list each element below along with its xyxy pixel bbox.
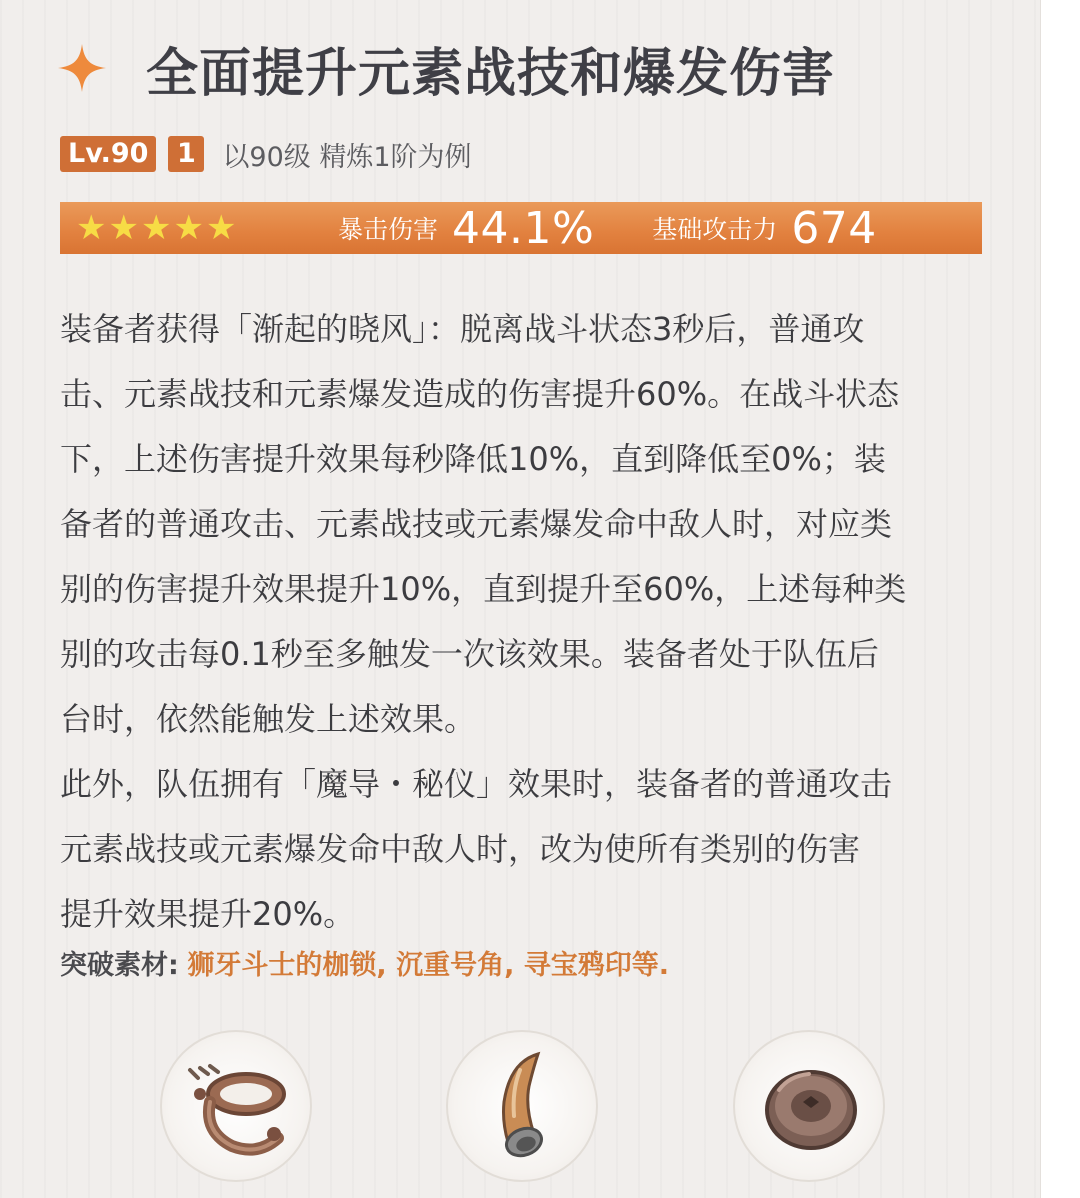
- description-line: 下，上述伤害提升效果每秒降低10%，直到降低至0%；装: [60, 440, 886, 478]
- star-icon: ★: [173, 208, 204, 248]
- level-badge: Lv.90: [60, 136, 156, 172]
- stat-bar: [60, 202, 982, 254]
- description-line: 别的伤害提升效果提升10%，直到提升至60%，上述每种类: [60, 570, 907, 608]
- star-icon: ★: [76, 208, 107, 248]
- description-line: 装备者获得「渐起的晓风」：脱离战斗状态3秒后，普通攻: [60, 310, 865, 348]
- description-line: 台时，依然能触发上述效果。: [60, 700, 477, 738]
- material-item-shackle[interactable]: [160, 1030, 312, 1182]
- description-line: 提升效果提升20%。: [60, 895, 356, 933]
- horn-item-icon: [446, 1030, 598, 1182]
- material-item-horn[interactable]: [446, 1030, 598, 1182]
- sparkle-icon: [56, 42, 108, 94]
- description-line: 此外，队伍拥有「魔导・秘仪」效果时，装备者的普通攻击: [60, 765, 893, 803]
- shackle-item-icon: [160, 1030, 312, 1182]
- meta-row: [60, 134, 472, 174]
- level-note: 以90级 精炼1阶为例: [222, 141, 472, 173]
- star-icon: ★: [205, 208, 237, 248]
- base-atk-value: 674: [791, 202, 877, 254]
- material-item-seal[interactable]: [733, 1030, 885, 1182]
- title-row: [56, 28, 835, 108]
- refinement-badge: 1: [168, 136, 204, 172]
- materials-label: 突破素材:: [60, 950, 179, 981]
- description-line: 击、元素战技和元素爆发造成的伤害提升60%。在战斗状态: [60, 375, 900, 413]
- description-line: 元素战技或元素爆发命中敌人时，改为使所有类别的伤害: [60, 830, 861, 868]
- crit-dmg-value: 44.1%: [452, 202, 595, 254]
- star-icon: ★: [108, 208, 139, 248]
- page-title: 全面提升元素战技和爆发伤害: [146, 43, 836, 104]
- ascension-materials: [60, 943, 669, 982]
- description-line: 别的攻击每0.1秒至多触发一次该效果。装备者处于队伍后: [60, 635, 879, 673]
- star-icon: ★: [140, 208, 172, 248]
- base-atk-label: 基础攻击力: [652, 215, 778, 244]
- description-line: 备者的普通攻击、元素战技或元素爆发命中敌人时，对应类: [60, 505, 893, 543]
- seal-item-icon: [733, 1030, 885, 1182]
- crit-dmg-label: 暴击伤害: [338, 215, 439, 244]
- effect-description: [60, 297, 1020, 947]
- materials-list: 狮牙斗士的枷锁, 沉重号角, 寻宝鸦印等.: [187, 950, 669, 981]
- rarity-stars: [76, 208, 326, 248]
